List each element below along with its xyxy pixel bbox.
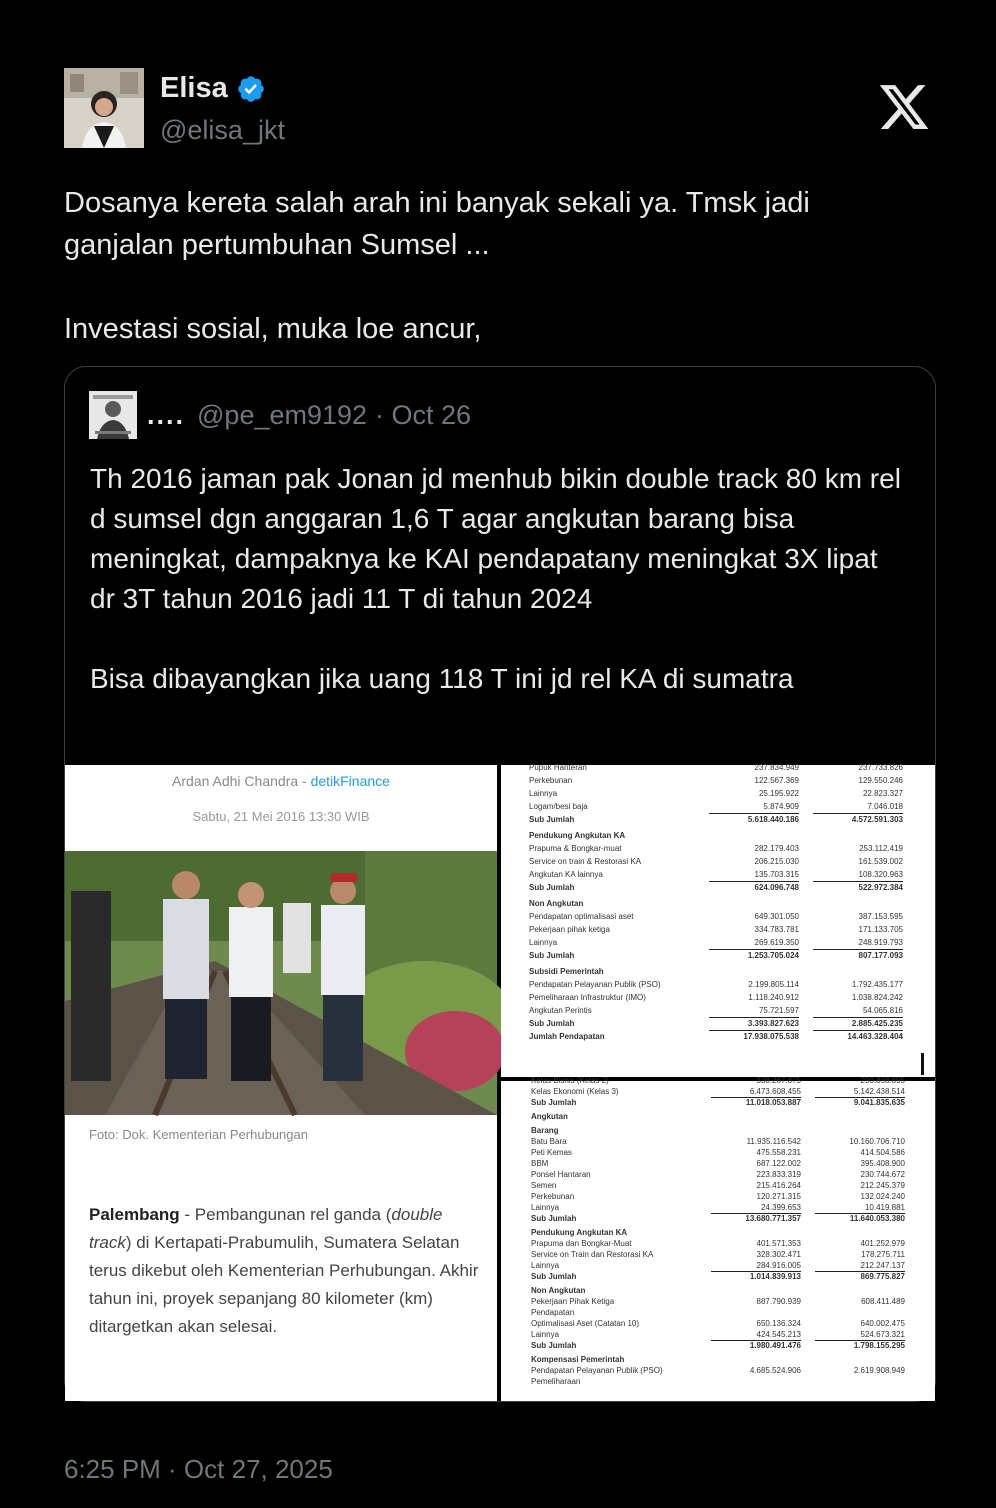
table-row	[531, 1147, 911, 1158]
table-cell-v1: 334.783.781	[754, 925, 799, 934]
table-row	[529, 978, 909, 991]
table-cell-v1: 122.567.369	[754, 776, 799, 785]
table-cell-v1: 4.685.524.906	[749, 1366, 801, 1375]
table-row	[529, 761, 909, 774]
table-row	[529, 829, 909, 842]
tweet-header	[64, 68, 934, 150]
table-cell-v1: 11.018.053.887	[711, 1097, 801, 1107]
table-row	[529, 910, 909, 923]
author-handle[interactable]: @elisa_jkt	[160, 115, 285, 145]
table-cell-v2: 2.885.425.235	[813, 1017, 903, 1029]
table-cell-v2: 1.798.155.295	[815, 1340, 905, 1350]
table-cell-label: Pemeliharaan Infrastruktur (IMO)	[529, 993, 646, 1002]
article-screenshot[interactable]	[65, 765, 497, 1401]
table-cell-label: Kelas Bisnis (Kelas 2)	[531, 1076, 609, 1085]
table-row	[531, 1365, 911, 1376]
table-cell-label: Lainnya	[529, 789, 558, 798]
table-cell-v1: 5.618.440.186	[709, 813, 799, 825]
article-date: Sabtu, 21 Mei 2016 13:30 WIB	[192, 809, 370, 824]
table-cell-label: Pemeliharaan	[531, 1377, 581, 1386]
table-cell-label: Lainnya	[531, 1203, 560, 1212]
table-row	[531, 1354, 911, 1365]
table-cell-v1: 687.122.002	[756, 1159, 801, 1168]
table-cell-v1: 24.399.653	[760, 1203, 801, 1212]
table-row	[529, 774, 909, 787]
table-row	[531, 1318, 911, 1329]
article-body-part1: - Pembangunan rel ganda (	[179, 1205, 392, 1224]
table-cell-label: Service on Train dan Restorasi KA	[531, 1250, 654, 1259]
table-cell-v2: 212.247.137	[860, 1261, 905, 1270]
table-row	[531, 1111, 911, 1122]
table-row	[529, 813, 909, 826]
table-cell-label: Non Angkutan	[529, 899, 584, 908]
table-cell-label: Pendapatan Pelayanan Publik (PSO)	[529, 980, 661, 989]
table-cell-v1: 215.416.264	[756, 1181, 801, 1190]
table-cell-v1: 120.271.315	[756, 1192, 801, 1201]
table-cell-v2: 5.142.438.514	[853, 1087, 905, 1096]
table-cell-label: Pupuk Hanteran	[529, 763, 587, 772]
table-row	[529, 842, 909, 855]
table-cell-v1: 424.545.213	[756, 1330, 801, 1339]
table-row	[531, 1075, 911, 1086]
article-body-part2: ) di Kertapati-Prabumulih, Sumatera Selatan terus dikebut oleh Kementerian Perhubungan. Akhir tahun ini, proyek sepanjang 80 kilometer (km) ditargetkan akan selesai.	[89, 1233, 479, 1336]
table-row	[531, 1238, 911, 1249]
table-cell-v1: 1.253.705.024	[709, 949, 799, 961]
table-cell-label: Batu Bara	[531, 1137, 567, 1146]
table-row	[531, 1125, 911, 1136]
table-cell-v2: 14.463.328.404	[813, 1030, 903, 1042]
table-cell-label: Ponsel Hantaran	[531, 1170, 591, 1179]
table-cell-v2: 10.160.706.710	[849, 1137, 905, 1146]
table-row	[531, 1202, 911, 1213]
quoted-tweet-text: Th 2016 jaman pak Jonan jd menhub bikin double track 80 km rel d sumsel dgn anggaran 1,6 T agar angkutan barang bisa meningkat, dampaknya ke KAI pendapatany meningkat 3X lipat dr 3T tahun 2016 jadi 11 T di tahun 2024 Bisa dibayangkan jika uang 118 T ini jd rel KA di sumatra	[90, 463, 901, 694]
table-cell-v2: 129.550.246	[858, 776, 903, 785]
table-cell-v2: 230.744.672	[860, 1170, 905, 1179]
table-cell-label: Pekerjaan Pihak Ketiga	[531, 1297, 615, 1306]
table-cell-v1: 284.916.005	[756, 1261, 801, 1270]
table-row	[531, 1376, 911, 1387]
table-cell-label: Sub Jumlah	[529, 883, 575, 892]
table-row	[531, 1097, 911, 1108]
table-cell-v2: 869.775.827	[815, 1271, 905, 1281]
table-row	[529, 936, 909, 949]
table-row	[531, 1329, 911, 1340]
table-row	[531, 1271, 911, 1282]
table-row	[531, 1086, 911, 1097]
table-cell-v2: 414.504.586	[860, 1148, 905, 1157]
table-cell-v2: 178.275.711	[861, 1250, 905, 1259]
table-cell-v2: 9.041.835.635	[815, 1097, 905, 1107]
table-row	[531, 1285, 911, 1296]
table-row	[531, 1260, 911, 1271]
table-cell-label: Pendukung Angkutan KA	[529, 831, 626, 840]
table-cell-label: Pendapatan Pelayanan Publik (PSO)	[531, 1366, 663, 1375]
table-cell-v2: 293.898.895	[860, 1076, 905, 1085]
table-cell-label: Sub Jumlah	[531, 1214, 577, 1223]
table-cell-v2: 108.320.963	[858, 870, 903, 879]
table-cell-label: Prapuma & Bongkar-muat	[529, 844, 622, 853]
table-cell-label: Pendukung Angkutan KA	[531, 1228, 628, 1237]
table-cell-label: Kompensasi Pemerintah	[531, 1355, 625, 1364]
table-cell-v1: 475.558.231	[756, 1148, 801, 1157]
table-cell-label: BBM	[531, 1159, 549, 1168]
table-scroll-mark	[921, 1053, 924, 1075]
table-cell-label: Jumlah Pendapatan	[529, 1032, 605, 1041]
table-cell-label: Sub Jumlah	[531, 1098, 577, 1107]
table-cell-v1: 5.874.909	[763, 802, 799, 811]
table-row	[529, 881, 909, 894]
table-cell-v1: 282.179.403	[754, 844, 799, 853]
x-logo-icon[interactable]	[876, 80, 932, 134]
table-row	[529, 868, 909, 881]
table-cell-v1: 3.393.827.623	[709, 1017, 799, 1029]
table-cell-label: Subsidi Pemerintah	[529, 967, 604, 976]
article-source: detikFinance	[310, 773, 390, 789]
table-cell-v2: 640.002.475	[860, 1319, 905, 1328]
table-cell-label: Logam/besi baja	[529, 802, 588, 811]
financial-table-top[interactable]	[501, 765, 935, 1077]
table-cell-v2: 522.972.384	[813, 881, 903, 893]
table-cell-v2: 10.419.881	[864, 1203, 905, 1212]
article-photo	[65, 851, 497, 1115]
table-cell-label: Service on train & Restorasi KA	[529, 857, 642, 866]
author-avatar[interactable]	[64, 68, 144, 148]
table-cell-label: Peti Kemas	[531, 1148, 572, 1157]
table-cell-v2: 237.733.826	[858, 763, 903, 772]
table-cell-label: Optimalisasi Aset (Catatan 10)	[531, 1319, 640, 1328]
table-row	[529, 923, 909, 936]
table-cell-v1: 135.703.315	[754, 870, 799, 879]
table-cell-v1: 223.833.319	[756, 1170, 801, 1179]
table-row	[529, 965, 909, 978]
table-cell-label: Lainnya	[531, 1261, 560, 1270]
table-row	[529, 897, 909, 910]
table-cell-v2: 7.046.018	[867, 802, 903, 811]
quoted-author-avatar[interactable]	[89, 391, 137, 439]
author-display-name[interactable]: Elisa	[160, 72, 228, 104]
table-cell-v2: 54.065.816	[862, 1006, 903, 1015]
article-author: Ardan Adhi Chandra -	[172, 773, 311, 789]
table-cell-label: Sub Jumlah	[529, 951, 575, 960]
tweet-timestamp[interactable]: 6:25 PM · Oct 27, 2025	[64, 1454, 333, 1484]
table-cell-label: Angkutan KA lainnya	[529, 870, 603, 879]
table-cell-v1: 11.935.116.542	[746, 1137, 801, 1146]
table-cell-v1: 650.136.324	[756, 1319, 801, 1328]
table-cell-label: Sub Jumlah	[531, 1272, 577, 1281]
table-row	[529, 1030, 909, 1043]
table-row	[529, 1017, 909, 1030]
table-cell-label: Perkebunan	[531, 1192, 575, 1201]
table-cell-v2: 171.133.705	[858, 925, 903, 934]
table-cell-v1: 1.980.491.476	[711, 1340, 801, 1350]
table-cell-v1: 1.118.240.912	[748, 993, 799, 1002]
article-lead: Palembang	[89, 1205, 180, 1224]
table-cell-v1: 75.721.597	[758, 1006, 799, 1015]
table-row	[531, 1296, 911, 1307]
financial-table-bottom[interactable]	[501, 1076, 935, 1401]
table-cell-v2: 253.112.419	[859, 844, 903, 853]
quoted-tweet[interactable]	[64, 366, 936, 1402]
table-row	[529, 1004, 909, 1017]
table-cell-v1: 328.302.471	[756, 1250, 801, 1259]
table-cell-v2: 395.408.900	[860, 1159, 905, 1168]
table-row	[529, 787, 909, 800]
table-cell-v1: 206.215.030	[754, 857, 799, 866]
table-row	[531, 1158, 911, 1169]
table-row	[531, 1227, 911, 1238]
quoted-tweet-header	[89, 391, 471, 439]
table-row	[531, 1307, 911, 1318]
quoted-tweet-date[interactable]: · Oct 26	[375, 399, 472, 430]
table-cell-label: Pekerjaan pihak ketiga	[529, 925, 610, 934]
table-cell-v2: 22.823.327	[862, 789, 903, 798]
table-cell-v2: 608.411.489	[861, 1297, 905, 1306]
table-row	[529, 855, 909, 868]
verified-badge-icon	[236, 74, 266, 104]
table-cell-v1: 269.619.350	[754, 938, 799, 947]
quoted-author-display-name[interactable]: ....	[147, 399, 186, 430]
table-cell-v2: 2.619.908.949	[853, 1366, 905, 1375]
table-cell-label: Perkebunan	[529, 776, 573, 785]
table-cell-label: Pendapatan optimalisasi aset	[529, 912, 634, 921]
table-row	[531, 1249, 911, 1260]
table-cell-label: Angkutan Perintis	[529, 1006, 592, 1015]
table-cell-v2: 401.252.979	[860, 1239, 905, 1248]
table-cell-v1: 649.301.050	[754, 912, 799, 921]
table-cell-label: Semen	[531, 1181, 557, 1190]
table-cell-label: Lainnya	[529, 938, 558, 947]
table-cell-v2: 4.572.591.303	[813, 813, 903, 825]
table-cell-v1: 6.473.608.455	[749, 1087, 801, 1096]
table-row	[531, 1213, 911, 1224]
table-cell-v2: 524.673.321	[860, 1330, 905, 1339]
table-cell-v1: 887.790.939	[756, 1297, 801, 1306]
table-cell-v2: 807.177.093	[813, 949, 903, 961]
table-cell-label: Barang	[531, 1126, 559, 1135]
article-body-italic: double track	[89, 1205, 443, 1252]
table-cell-v1: 17.938.075.538	[709, 1030, 799, 1042]
table-cell-v2: 248.919.793	[858, 938, 903, 947]
table-cell-label: Prapuma dan Bongkar-Muat	[531, 1239, 632, 1248]
table-row	[529, 991, 909, 1004]
table-cell-label: Angkutan	[531, 1112, 568, 1121]
table-cell-label: Kelas Ekonomi (Kelas 3)	[531, 1087, 619, 1096]
table-row	[529, 800, 909, 813]
quoted-author-handle[interactable]: @pe_em9192	[197, 399, 368, 430]
table-cell-v1: 237.834.949	[754, 763, 799, 772]
table-cell-v2: 161.539.002	[858, 857, 903, 866]
table-cell-v1: 338.267.875	[756, 1076, 801, 1085]
table-cell-v2: 1.792.435.177	[851, 980, 903, 989]
article-photo-caption: Foto: Dok. Kementerian Perhubungan	[89, 1127, 308, 1142]
table-cell-v1: 2.199.805.114	[748, 980, 799, 989]
table-cell-v2: 387.153.595	[858, 912, 903, 921]
table-cell-v1: 1.014.839.913	[711, 1271, 801, 1281]
table-cell-v2: 1.038.824.242	[851, 993, 903, 1002]
tweet-text: Dosanya kereta salah arah ini banyak sekali ya. Tmsk jadi ganjalan pertumbuhan Sumsel ... Investasi sosial, muka loe ancur,	[64, 187, 810, 345]
table-row	[531, 1180, 911, 1191]
table-cell-v2: 11.640.053.380	[815, 1213, 905, 1223]
table-row	[531, 1136, 911, 1147]
table-cell-label: Non Angkutan	[531, 1286, 586, 1295]
table-row	[531, 1169, 911, 1180]
table-cell-v2: 212.245.379	[860, 1181, 905, 1190]
table-row	[531, 1340, 911, 1351]
table-cell-v2: 132.024.240	[860, 1192, 905, 1201]
table-cell-label: Sub Jumlah	[529, 1019, 575, 1028]
article-body	[89, 1201, 479, 1341]
table-cell-label: Pendapatan	[531, 1308, 575, 1317]
table-cell-v1: 624.096.748	[709, 881, 799, 893]
table-cell-v1: 13.680.771.357	[711, 1213, 801, 1223]
quoted-tweet-media[interactable]	[65, 765, 935, 1401]
table-row	[531, 1191, 911, 1202]
table-cell-v1: 401.571.353	[756, 1239, 801, 1248]
table-row	[529, 949, 909, 962]
table-cell-label: Sub Jumlah	[531, 1341, 577, 1350]
table-cell-v1: 25.195.922	[758, 789, 799, 798]
table-cell-label: Lainnya	[531, 1330, 560, 1339]
table-cell-label: Sub Jumlah	[529, 815, 575, 824]
